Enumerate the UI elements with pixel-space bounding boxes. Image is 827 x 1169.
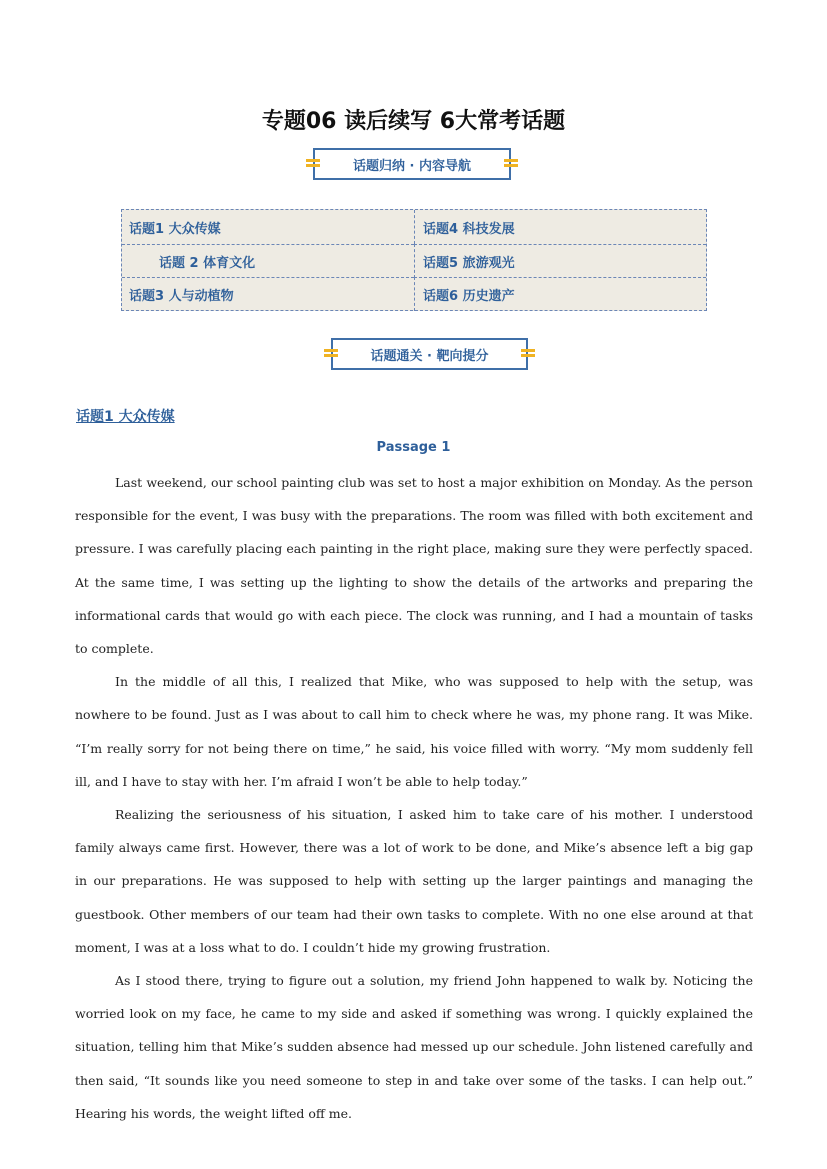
decoration-icon [306,157,320,171]
decoration-icon [504,157,518,171]
topic-item-3[interactable]: 话题3 人与动植物 [122,277,414,311]
topic-item-6[interactable]: 话题6 历史遗产 [414,277,706,311]
topic-item-1[interactable]: 话题1 大众传媒 [129,221,221,237]
nav-banner [313,148,511,180]
topic-item-2[interactable]: 话题 2 体育文化 [122,244,414,278]
decoration-icon [324,347,338,361]
paragraph: As I stood there, trying to figure out a solution, my friend John happened to walk by. Noticing the worried look on my face, he came to my side and asked if something was wrong. I quickly explained the situation, telling him that Mike’s sudden absence had messed up our schedule. John listened carefully and then said, “It sounds like you need someone to step in and take over some of the tasks. I can help out.” Hearing his words, the weight lifted off me. [75,973,753,1121]
decoration-icon [521,347,535,361]
page-title: 专题06 读后续写 6大常考话题 [261,109,566,134]
practice-banner [331,338,528,370]
paragraph: In the middle of all this, I realized that Mike, who was supposed to help with the setup, was nowhere to be found. Just as I was about to call him to check where he was, my phone rang. It was Mike. “I’m really sorry for not being there on time,” he said, his voice filled with worry. “My mom suddenly fell ill, and I have to stay with her. I’m afraid I won’t be able to help today.” [75,674,753,789]
passage-body [75,466,753,1130]
paragraph: Realizing the seriousness of his situation, I asked him to take care of his mother. I understood family always came first. However, there was a lot of work to be done, and Mike’s absence left a big gap in our preparations. He was supposed to help with setting up the larger paintings and managing the guestbook. Other members of our team had their own tasks to complete. With no one else around at that moment, I was at a loss what to do. I couldn’t hide my growing frustration. [75,807,753,955]
nav-banner-label: 话题归纳 · 内容导航 [353,158,471,174]
passage-title: Passage 1 [376,440,451,455]
section-title[interactable]: 话题1 大众传媒 [76,409,175,425]
topic-item-4[interactable]: 话题4 科技发展 [414,210,706,244]
paragraph: Last weekend, our school painting club was set to host a major exhibition on Monday. As the person responsible for the event, I was busy with the preparations. The room was filled with both excitement and pressure. I was carefully placing each painting in the right place, making sure they were perfectly spaced. At the same time, I was setting up the lighting to show the details of the artworks and preparing the informational cards that would go with each piece. The clock was running, and I had a mountain of tasks to complete. [75,475,753,657]
topic-table [121,209,707,311]
practice-banner-label: 话题通关 · 靶向提分 [370,348,489,364]
topic-item-5[interactable]: 话题5 旅游观光 [414,244,706,278]
